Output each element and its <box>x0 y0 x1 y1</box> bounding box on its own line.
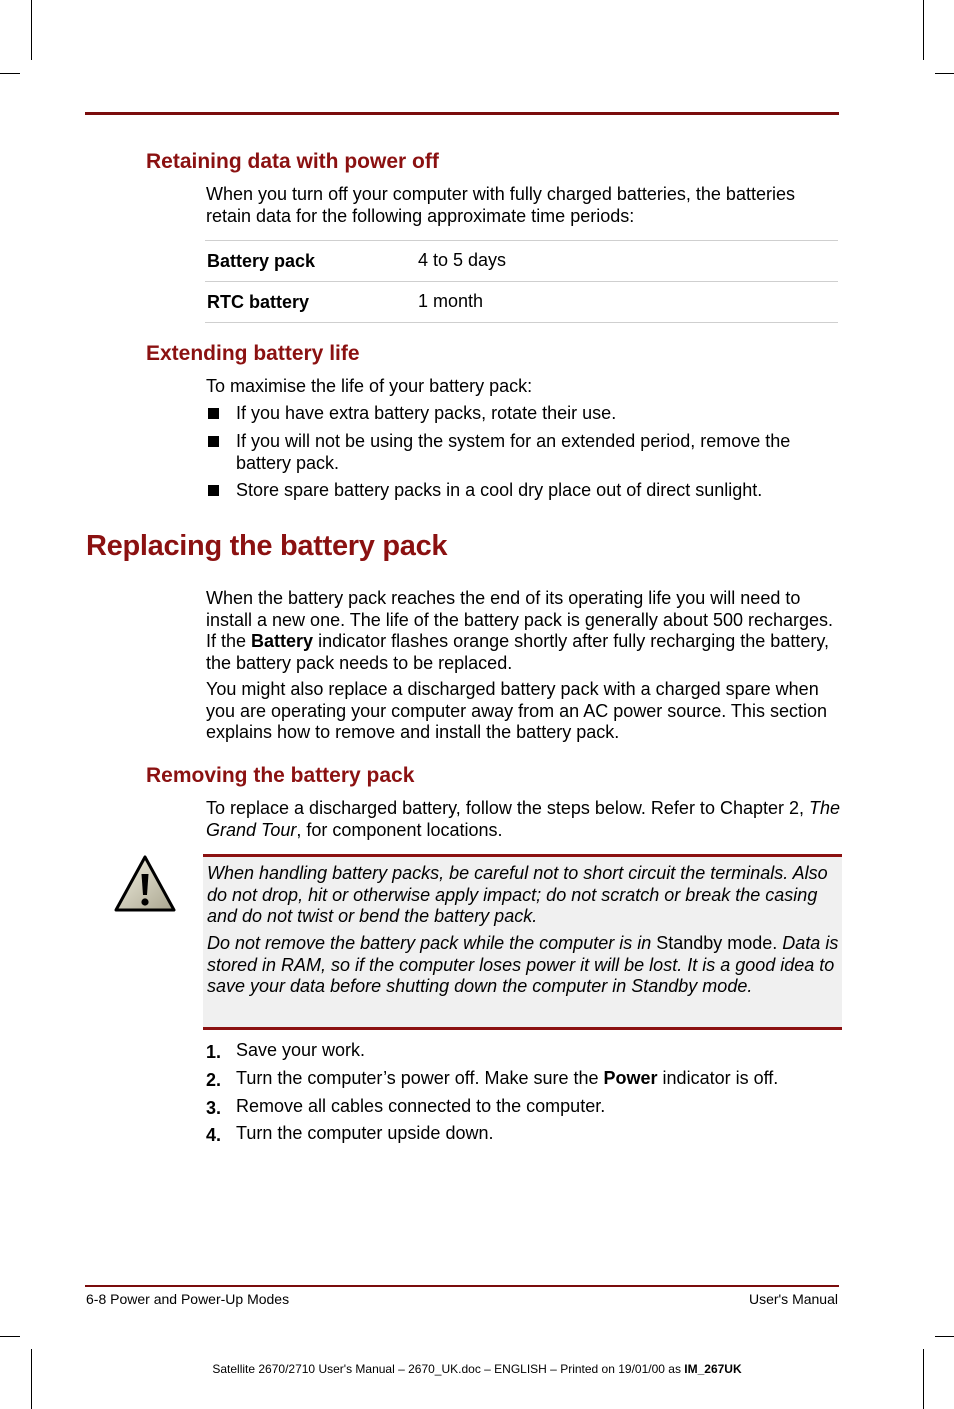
replacing-paragraph-2: You might also replace a discharged battery pack with a charged spare when you are operating your computer away from an AC power source. This section explains how to remove and install the battery pack. <box>206 679 827 742</box>
list-item-text: If you have extra battery packs, rotate their use. <box>236 403 617 423</box>
step-text-a: Save your work. <box>236 1040 366 1060</box>
list-item-text: Store spare battery packs in a cool dry place out of direct sunlight. <box>236 480 763 500</box>
crop-mark <box>0 1336 20 1337</box>
heading-removing-battery-pack: Removing the battery pack <box>146 764 415 787</box>
table-row-value: 4 to 5 days <box>418 250 507 270</box>
header-rule <box>85 112 839 115</box>
step-item <box>206 1040 840 1062</box>
step-item <box>206 1096 840 1118</box>
step-number: 3. <box>206 1098 222 1118</box>
footer-manual-title: User's Manual <box>748 1291 838 1307</box>
battery-indicator-term: Battery <box>251 631 314 651</box>
crop-mark <box>935 73 954 74</box>
removing-intro <box>206 798 842 841</box>
table-row-label: RTC battery <box>207 292 310 312</box>
list-item <box>208 480 840 502</box>
heading-extending-battery-life: Extending battery life <box>146 342 360 365</box>
footer-rule <box>85 1285 839 1287</box>
step-text <box>236 1123 840 1145</box>
list-item <box>208 431 840 474</box>
step-number: 4. <box>206 1125 222 1145</box>
crop-mark <box>31 1349 32 1409</box>
retention-table <box>205 240 838 323</box>
bullet-square-icon <box>208 436 219 447</box>
bullet-square-icon <box>208 485 219 496</box>
list-item <box>208 403 840 425</box>
replacing-p1-part-a: When the battery pack reaches the end of its operating life you will need to install a new one. The life of the battery pack is generally about 500 recharges. If the <box>206 588 834 651</box>
step-text <box>236 1068 840 1090</box>
warning-p2-part-b: Data is stored in RAM, so if the computer loses power it will be lost. It is a good idea to save your data before shutting down the computer in Standby mode. <box>207 933 839 996</box>
print-info-line <box>0 1362 954 1376</box>
crop-mark <box>31 0 32 60</box>
heading-replacing-battery-pack: Replacing the battery pack <box>86 530 448 562</box>
table-row-label: Battery pack <box>207 251 316 271</box>
step-number: 1. <box>206 1042 222 1062</box>
step-text <box>236 1096 840 1118</box>
step-item <box>206 1068 840 1090</box>
table-row-value: 1 month <box>418 291 484 311</box>
replacing-paragraph-1 <box>206 588 842 674</box>
warning-p2-part-a: Do not remove the battery pack while the computer is in <box>207 933 657 953</box>
extending-intro: To maximise the life of your battery pack: <box>206 376 533 396</box>
warning-triangle-icon <box>113 854 177 914</box>
bullet-square-icon <box>208 408 219 419</box>
print-info-text: Satellite 2670/2710 User's Manual – 2670_UK.doc – ENGLISH – Printed on 19/01/00 as <box>212 1362 685 1376</box>
warning-callout <box>203 854 842 1030</box>
crop-mark <box>923 0 924 60</box>
crop-mark <box>935 1336 954 1337</box>
power-indicator-term: Power <box>603 1068 658 1088</box>
crop-mark <box>923 1349 924 1409</box>
step-text-a: Turn the computer upside down. <box>236 1123 494 1143</box>
step-text-a: Remove all cables connected to the computer. <box>236 1096 606 1116</box>
removing-intro-part-a: To replace a discharged battery, follow the steps below. Refer to Chapter 2, <box>206 798 809 818</box>
heading-retaining-data: Retaining data with power off <box>146 150 439 173</box>
table-row <box>205 281 838 323</box>
step-text <box>236 1040 840 1062</box>
crop-mark <box>0 73 20 74</box>
step-number: 2. <box>206 1070 222 1090</box>
footer-page-label: 6-8 Power and Power-Up Modes <box>86 1291 290 1307</box>
list-item-text: If you will not be using the system for an extended period, remove the battery pack. <box>236 431 791 473</box>
warning-paragraph-1: When handling battery packs, be careful not to short circuit the terminals. Also do not drop, hit or otherwise apply impact; do not scratch or break the casing and do not twist or bend the battery pack. <box>207 863 828 926</box>
step-text-b: indicator is off. <box>657 1068 779 1088</box>
chapter-reference: The Grand Tour <box>206 798 841 840</box>
retaining-intro: When you turn off your computer with fully charged batteries, the batteries retain data for the following approximate time periods: <box>206 184 795 226</box>
print-code: IM_267UK <box>684 1362 742 1376</box>
removing-intro-part-b: , for component locations. <box>296 819 503 840</box>
replacing-p1-part-b: indicator flashes orange shortly after fully recharging the battery, the battery pack needs to be replaced. <box>206 631 829 673</box>
warning-paragraph-2 <box>207 933 841 998</box>
standby-mode-term: Standby mode. <box>656 933 778 953</box>
step-item <box>206 1123 840 1145</box>
table-row <box>205 240 838 281</box>
step-text-a: Turn the computer’s power off. Make sure the <box>236 1068 604 1088</box>
